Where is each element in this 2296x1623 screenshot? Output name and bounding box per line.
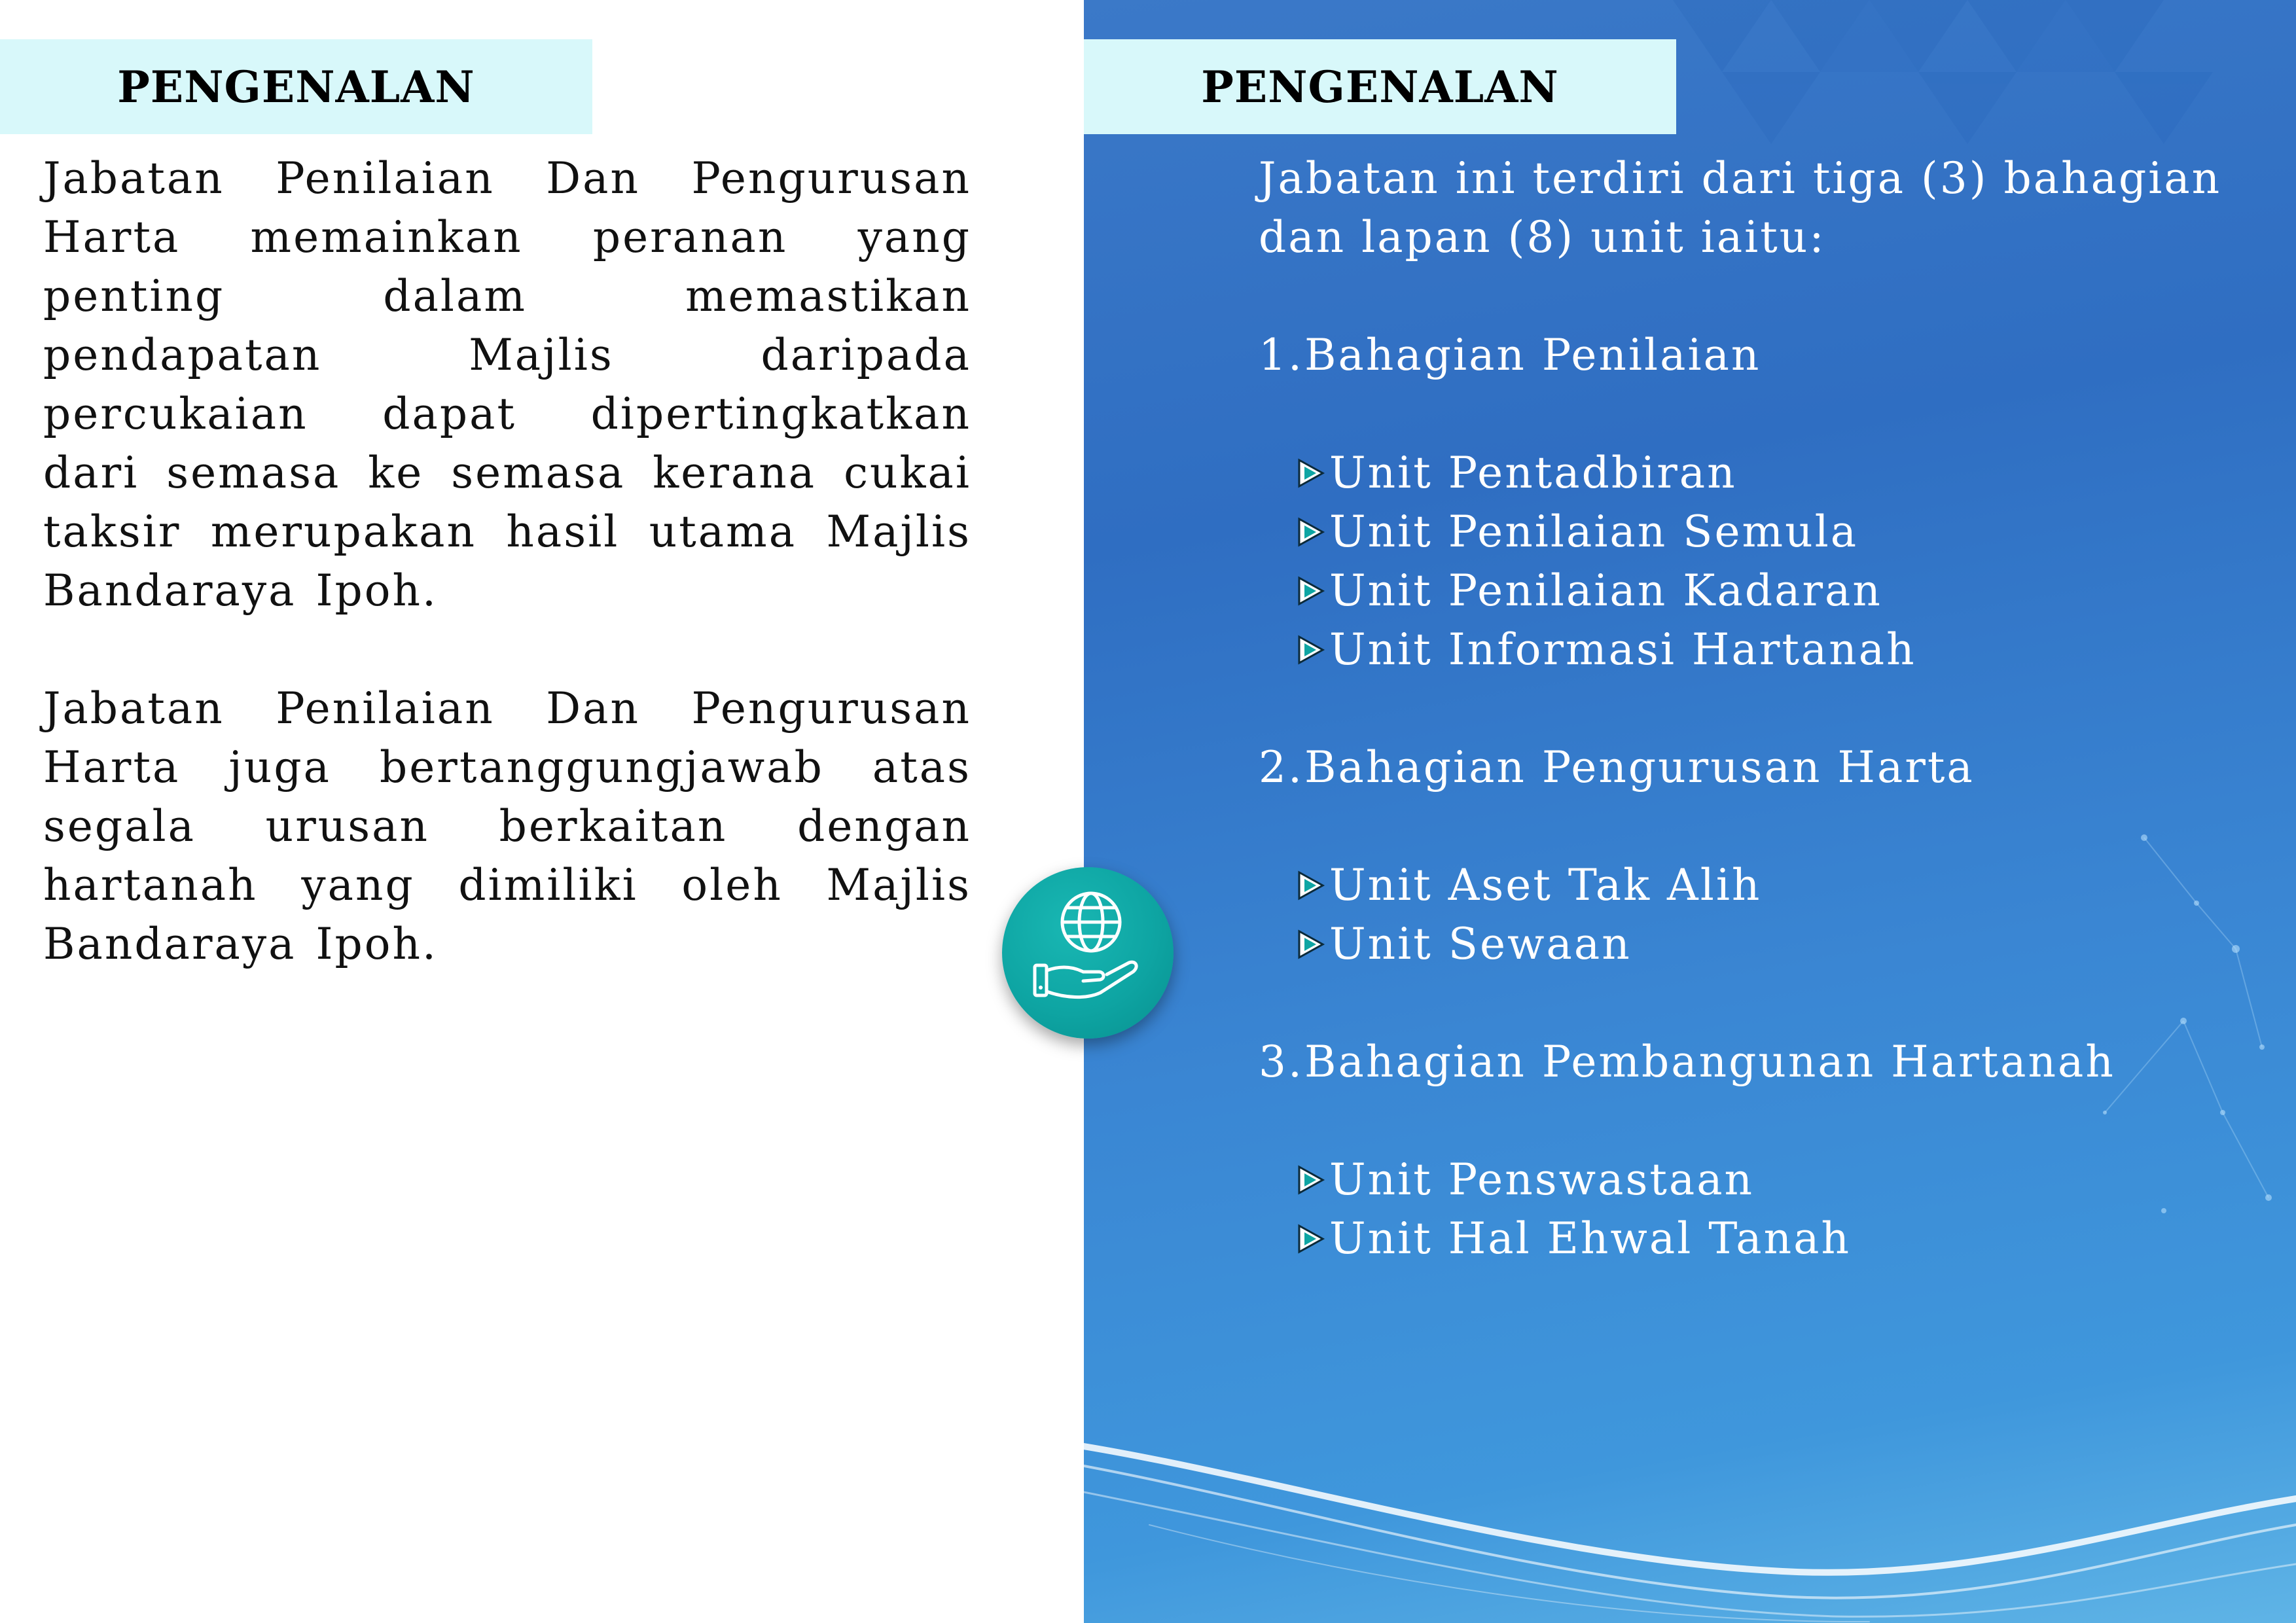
- unit-label: Unit Penilaian Kadaran: [1329, 565, 1882, 616]
- section-title-text: Bahagian Penilaian: [1304, 330, 1761, 380]
- unit-label: Unit Penswastaan: [1329, 1154, 1755, 1205]
- list-item: [1259, 444, 2267, 503]
- unit-list-3: [1259, 1150, 2267, 1268]
- left-paragraph-2: Jabatan Penilaian Dan Pengurusan Harta juga bertanggungjawab atas segala urusan berkaitan dengan hartanah yang dimiliki oleh Majlis Bandaraya Ipoh.: [43, 683, 971, 969]
- right-intro: Jabatan ini terdiri dari tiga (3) bahagian dan lapan (8) unit iaitu:: [1259, 153, 2222, 262]
- globe-badge: [1002, 867, 1174, 1039]
- section-title-text: Bahagian Pembangunan Hartanah: [1304, 1037, 2115, 1087]
- left-header: [0, 39, 592, 134]
- section-title-1: [1259, 326, 2267, 385]
- unit-list-2: [1259, 856, 2267, 974]
- play-arrow-icon: [1295, 870, 1327, 901]
- unit-label: Unit Aset Tak Alih: [1329, 860, 1762, 910]
- list-item: [1259, 1150, 2267, 1209]
- play-arrow-icon: [1295, 1223, 1327, 1255]
- play-arrow-icon: [1295, 457, 1327, 489]
- left-body-text: [43, 149, 971, 1033]
- section-number: 1.: [1259, 330, 1304, 380]
- list-item: [1259, 562, 2267, 620]
- left-paragraph-1: Jabatan Penilaian Dan Pengurusan Harta memainkan peranan yang penting dalam memastikan pendapatan Majlis daripada percukaian dapat dipertingkatkan dari semasa ke semasa kerana cukai taksir merupakan hasil utama Majlis Bandaraya Ipoh.: [43, 153, 971, 616]
- play-arrow-icon: [1295, 516, 1327, 548]
- section-title-text: Bahagian Pengurusan Harta: [1304, 742, 1975, 793]
- list-item: [1259, 620, 2267, 679]
- right-content: [1259, 149, 2267, 1327]
- play-arrow-icon: [1295, 575, 1327, 607]
- list-item: [1259, 1209, 2267, 1268]
- list-item: [1259, 503, 2267, 562]
- section-number: 3.: [1259, 1037, 1304, 1087]
- right-header: [1084, 39, 1676, 134]
- list-item: [1259, 915, 2267, 974]
- unit-label: Unit Penilaian Semula: [1329, 507, 1859, 557]
- section-title-3: [1259, 1033, 2267, 1092]
- section-number: 2.: [1259, 742, 1304, 793]
- play-arrow-icon: [1295, 1164, 1327, 1196]
- list-item: [1259, 856, 2267, 915]
- play-arrow-icon: [1295, 634, 1327, 666]
- unit-label: Unit Hal Ehwal Tanah: [1329, 1213, 1851, 1264]
- section-title-2: [1259, 738, 2267, 797]
- play-arrow-icon: [1295, 929, 1327, 960]
- left-panel: [0, 0, 1084, 1623]
- unit-list-1: [1259, 444, 2267, 679]
- globe-in-hand-icon: [1002, 867, 1174, 1039]
- right-header-title: PENGENALAN: [1201, 61, 1559, 113]
- right-panel: [1084, 0, 2296, 1623]
- unit-label: Unit Sewaan: [1329, 919, 1632, 969]
- left-header-title: PENGENALAN: [117, 61, 475, 113]
- unit-label: Unit Informasi Hartanah: [1329, 624, 1916, 675]
- unit-label: Unit Pentadbiran: [1329, 448, 1737, 498]
